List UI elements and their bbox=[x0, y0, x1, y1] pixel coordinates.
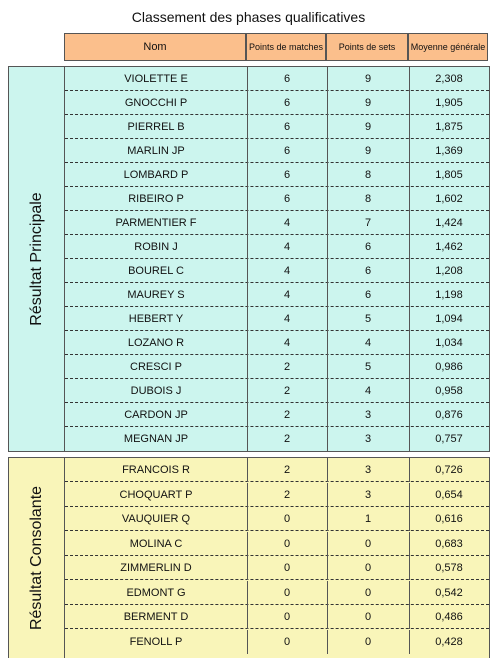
moyenne-cell: 0,757 bbox=[435, 433, 463, 445]
table-row bbox=[65, 331, 489, 355]
player-name: LOMBARD P bbox=[65, 163, 248, 187]
player-name: PARMENTIER F bbox=[65, 211, 248, 235]
page-title: Classement des phases qualificatives bbox=[131, 9, 366, 25]
section-label-consolante-text: Résultat Consolante bbox=[27, 485, 45, 631]
points-sets-cell: 8 bbox=[327, 163, 410, 187]
moyenne-cell: 1,905 bbox=[435, 97, 463, 109]
moyenne-cell: 0,986 bbox=[435, 361, 463, 373]
moyenne-cell: 0,654 bbox=[435, 488, 463, 501]
player-name: MAUREY S bbox=[65, 283, 248, 307]
header-points-sets: Points de sets bbox=[326, 33, 408, 61]
moyenne-cell: 0,726 bbox=[435, 464, 463, 476]
points-sets-cell: 7 bbox=[327, 211, 410, 235]
player-name: MEGNAN JP bbox=[65, 427, 248, 451]
table-row bbox=[65, 403, 489, 427]
points-matches-cell: 2 bbox=[247, 483, 328, 507]
table-row bbox=[65, 427, 489, 451]
moyenne-cell: 1,208 bbox=[435, 265, 463, 277]
points-matches-cell: 2 bbox=[247, 355, 328, 379]
points-matches-cell: 6 bbox=[247, 91, 328, 115]
moyenne-cell: 1,462 bbox=[435, 241, 463, 253]
points-sets-cell: 9 bbox=[327, 67, 410, 91]
points-matches-cell: 6 bbox=[247, 187, 328, 211]
table-row bbox=[65, 556, 489, 580]
table-row bbox=[65, 532, 489, 556]
points-sets-cell: 3 bbox=[327, 483, 410, 507]
player-name: MOLINA C bbox=[65, 532, 248, 556]
points-sets-cell: 4 bbox=[327, 331, 410, 355]
moyenne-cell: 1,602 bbox=[435, 193, 463, 205]
points-sets-cell: 9 bbox=[327, 139, 410, 163]
player-name: CARDON JP bbox=[65, 403, 248, 427]
points-sets-cell: 3 bbox=[327, 427, 410, 451]
points-sets-cell: 3 bbox=[327, 458, 410, 482]
table-row bbox=[65, 139, 489, 163]
moyenne-cell: 0,578 bbox=[435, 562, 463, 574]
moyenne-cell: 1,198 bbox=[435, 289, 463, 301]
points-matches-cell: 6 bbox=[247, 139, 328, 163]
player-name: FRANCOIS R bbox=[65, 458, 248, 482]
player-name: EDMONT G bbox=[65, 581, 248, 605]
points-matches-cell: 2 bbox=[247, 458, 328, 482]
moyenne-cell: 0,958 bbox=[435, 385, 463, 397]
points-matches-cell: 2 bbox=[247, 427, 328, 451]
consolante-rows bbox=[9, 458, 489, 658]
points-sets-cell: 5 bbox=[327, 355, 410, 379]
points-matches-cell: 0 bbox=[247, 630, 328, 654]
table-row bbox=[65, 458, 489, 482]
table-row bbox=[65, 163, 489, 187]
player-name: GNOCCHI P bbox=[65, 91, 248, 115]
table-row bbox=[65, 235, 489, 259]
header-points-matches: Points de matches bbox=[246, 33, 326, 61]
table-row bbox=[65, 483, 489, 507]
points-matches-cell: 0 bbox=[247, 556, 328, 580]
points-sets-cell: 0 bbox=[327, 556, 410, 580]
moyenne-cell: 0,542 bbox=[435, 586, 463, 599]
section-label-principal-text: Résultat Principale bbox=[27, 192, 45, 326]
points-sets-cell: 6 bbox=[327, 283, 410, 307]
player-name: PIERREL B bbox=[65, 115, 248, 139]
table-row bbox=[65, 211, 489, 235]
player-name: BOUREL C bbox=[65, 259, 248, 283]
table-row bbox=[65, 507, 489, 531]
points-matches-cell: 2 bbox=[247, 379, 328, 403]
points-sets-cell: 9 bbox=[327, 91, 410, 115]
points-matches-cell: 4 bbox=[247, 259, 328, 283]
player-name: DUBOIS J bbox=[65, 379, 248, 403]
points-matches-cell: 2 bbox=[247, 403, 328, 427]
points-matches-cell: 4 bbox=[247, 307, 328, 331]
points-matches-cell: 0 bbox=[247, 532, 328, 556]
section-principal bbox=[8, 66, 490, 452]
table-row bbox=[65, 115, 489, 139]
moyenne-cell: 1,034 bbox=[435, 337, 463, 349]
points-sets-cell: 9 bbox=[327, 115, 410, 139]
moyenne-cell: 0,683 bbox=[435, 537, 463, 550]
points-sets-cell: 5 bbox=[327, 307, 410, 331]
player-name: CHOQUART P bbox=[65, 483, 248, 507]
points-sets-cell: 8 bbox=[327, 187, 410, 211]
points-matches-cell: 4 bbox=[247, 331, 328, 355]
points-sets-cell: 0 bbox=[327, 605, 410, 629]
moyenne-cell: 1,875 bbox=[435, 121, 463, 133]
principal-rows bbox=[9, 67, 489, 451]
points-sets-cell: 4 bbox=[327, 379, 410, 403]
points-sets-cell: 6 bbox=[327, 235, 410, 259]
points-matches-cell: 6 bbox=[247, 163, 328, 187]
points-matches-cell: 0 bbox=[247, 581, 328, 605]
header-nom: Nom bbox=[64, 33, 246, 61]
player-name: BERMENT D bbox=[65, 605, 248, 629]
points-sets-cell: 1 bbox=[327, 507, 410, 531]
table-row bbox=[65, 355, 489, 379]
moyenne-cell: 1,369 bbox=[435, 145, 463, 157]
player-name: ROBIN J bbox=[65, 235, 248, 259]
player-name: RIBEIRO P bbox=[65, 187, 248, 211]
points-sets-cell: 0 bbox=[327, 581, 410, 605]
player-name: VIOLETTE E bbox=[65, 67, 248, 91]
player-name: ZIMMERLIN D bbox=[65, 556, 248, 580]
moyenne-cell: 1,424 bbox=[435, 217, 463, 229]
points-sets-cell: 6 bbox=[327, 259, 410, 283]
player-name: FENOLL P bbox=[65, 630, 248, 654]
player-name: MARLIN JP bbox=[65, 139, 248, 163]
player-name: LOZANO R bbox=[65, 331, 248, 355]
points-matches-cell: 6 bbox=[247, 67, 328, 91]
points-matches-cell: 4 bbox=[247, 283, 328, 307]
moyenne-cell: 0,428 bbox=[435, 635, 463, 648]
points-matches-cell: 0 bbox=[247, 605, 328, 629]
table-row bbox=[65, 283, 489, 307]
table-row bbox=[65, 67, 489, 91]
points-matches-cell: 4 bbox=[247, 211, 328, 235]
table-row bbox=[65, 91, 489, 115]
moyenne-cell: 0,486 bbox=[435, 611, 463, 623]
table-row bbox=[65, 379, 489, 403]
points-sets-cell: 3 bbox=[327, 403, 410, 427]
player-name: HEBERT Y bbox=[65, 307, 248, 331]
points-matches-cell: 0 bbox=[247, 507, 328, 531]
moyenne-cell: 1,094 bbox=[435, 313, 463, 325]
points-matches-cell: 4 bbox=[247, 235, 328, 259]
moyenne-cell: 0,616 bbox=[435, 513, 463, 525]
table-row bbox=[65, 307, 489, 331]
moyenne-cell: 2,308 bbox=[435, 73, 463, 85]
section-consolante bbox=[8, 457, 490, 658]
moyenne-cell: 1,805 bbox=[435, 169, 463, 181]
table-row bbox=[65, 187, 489, 211]
table-row bbox=[65, 581, 489, 605]
table-row bbox=[65, 259, 489, 283]
points-sets-cell: 0 bbox=[327, 532, 410, 556]
table-row bbox=[65, 605, 489, 629]
player-name: VAUQUIER Q bbox=[65, 507, 248, 531]
table-row bbox=[65, 630, 489, 654]
player-name: CRESCI P bbox=[65, 355, 248, 379]
points-sets-cell: 0 bbox=[327, 630, 410, 654]
points-matches-cell: 6 bbox=[247, 115, 328, 139]
moyenne-cell: 0,876 bbox=[435, 409, 463, 421]
header-moyenne: Moyenne générale bbox=[408, 33, 488, 61]
